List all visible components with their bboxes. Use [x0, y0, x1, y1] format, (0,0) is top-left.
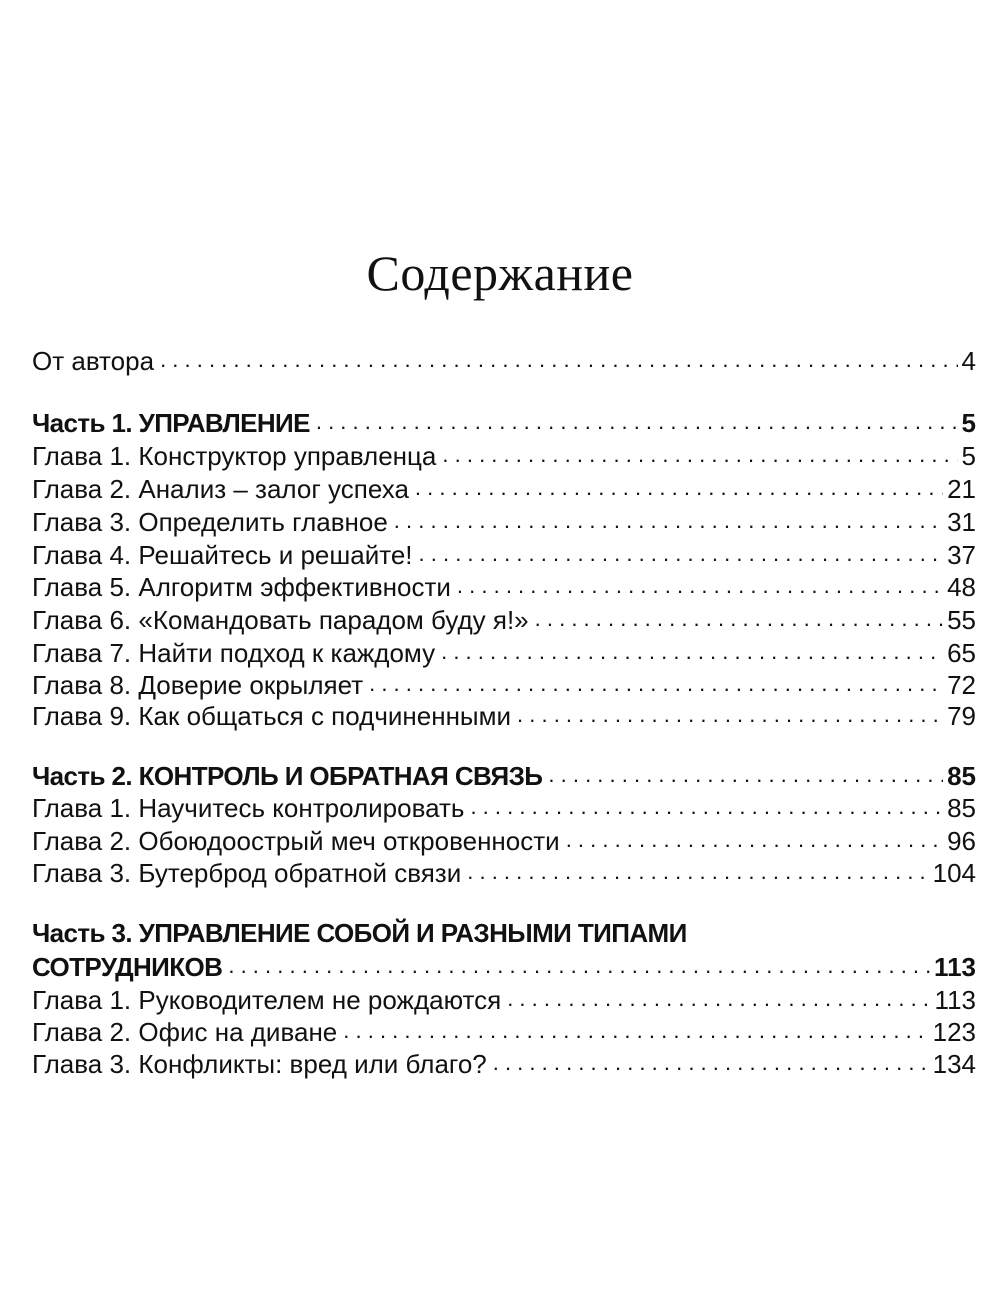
toc-entry-page: 72 — [947, 670, 976, 700]
leader-dots — [493, 1050, 929, 1076]
toc-entry-label: Глава 2. Обоюдоострый меч откровенности — [32, 826, 560, 856]
toc-entry-page: 5 — [961, 441, 976, 471]
toc-entry-part-1 — [32, 406, 976, 438]
toc-entry-part-1-chapter-6 — [32, 603, 976, 635]
toc-entry-part-2-chapter-2 — [32, 824, 976, 856]
toc-entry-part-3-chapter-3 — [32, 1047, 976, 1079]
leader-dots — [369, 671, 943, 697]
leader-dots — [535, 606, 943, 632]
toc-entry-part-1-chapter-2 — [32, 472, 976, 504]
leader-dots — [548, 762, 943, 788]
toc-entry-label: Часть 1. УПРАВЛЕНИЕ — [32, 408, 310, 438]
leader-dots — [419, 541, 944, 567]
toc-entry-page: 65 — [947, 638, 976, 668]
toc-entry-label: Глава 1. Конструктор управленца — [32, 441, 437, 471]
toc-entry-part-2 — [32, 759, 976, 791]
leader-dots — [566, 827, 943, 853]
toc-entry-label: Глава 3. Конфликты: вред или благо? — [32, 1049, 487, 1079]
toc-entry-part-3 — [32, 950, 976, 982]
toc-entry-part-1-chapter-4 — [32, 538, 976, 570]
toc-entry-part-3-chapter-2 — [32, 1015, 976, 1047]
leader-dots — [441, 639, 943, 665]
toc-entry-label: Глава 5. Алгоритм эффективности — [32, 572, 451, 602]
toc-entry-page: 79 — [947, 701, 976, 731]
toc-entry-page: 104 — [932, 858, 976, 888]
leader-dots — [160, 347, 957, 373]
toc-entry-part-3-chapter-1 — [32, 983, 976, 1015]
toc-entry-label: Глава 3. Бутерброд обратной связи — [32, 858, 462, 888]
toc-entry-page: 37 — [947, 540, 976, 570]
toc-entry-page: 55 — [947, 605, 976, 635]
toc-entry-page: 48 — [947, 572, 976, 602]
toc-entry-part-1-chapter-8 — [32, 668, 976, 700]
leader-dots — [394, 508, 943, 534]
leader-dots — [316, 409, 958, 435]
leader-dots — [457, 573, 943, 599]
toc-entry-page: 134 — [932, 1049, 976, 1079]
leader-dots — [470, 794, 943, 820]
toc-entry-label: Часть 2. КОНТРОЛЬ И ОБРАТНАЯ СВЯЗЬ — [32, 761, 543, 791]
toc-entry-part-1-chapter-1 — [32, 439, 976, 471]
toc-entry-page: 85 — [947, 793, 976, 823]
leader-dots — [467, 859, 928, 885]
leader-dots — [442, 442, 957, 468]
toc-entry-label: Глава 2. Анализ – залог успеха — [32, 474, 409, 504]
toc-entry-part-1-chapter-7 — [32, 636, 976, 668]
toc-entry-page: 96 — [947, 826, 976, 856]
toc-entry-page: 4 — [961, 346, 976, 376]
toc-entry-label: Глава 7. Найти подход к каждому — [32, 638, 436, 668]
toc-entry-page: 85 — [947, 761, 976, 791]
toc-entry-page: 31 — [947, 507, 976, 537]
toc-entry-label: СОТРУДНИКОВ — [32, 952, 223, 982]
leader-dots — [228, 953, 930, 979]
leader-dots — [507, 986, 930, 1012]
toc-entry-part-2-chapter-3 — [32, 856, 976, 888]
leader-dots — [343, 1018, 928, 1044]
leader-dots — [415, 475, 943, 501]
toc-entry-page: 5 — [961, 408, 976, 438]
toc-entry-label: Глава 9. Как общаться с подчиненными — [32, 701, 512, 731]
toc-entry-page: 113 — [934, 985, 976, 1015]
toc-entry-label: Глава 3. Определить главное — [32, 507, 388, 537]
toc-entry-part-2-chapter-1 — [32, 791, 976, 823]
toc-entry-foreword — [32, 344, 976, 376]
toc-entry-page: 21 — [947, 474, 976, 504]
toc-entry-label: Глава 1. Научитесь контролировать — [32, 793, 465, 823]
part-3-heading-line-1: Часть 3. УПРАВЛЕНИЕ СОБОЙ И РАЗНЫМИ ТИПАМИ — [32, 918, 687, 948]
toc-entry-label: От автора — [32, 346, 155, 376]
toc-entry-page: 123 — [932, 1017, 976, 1047]
toc-entry-label: Глава 1. Руководителем не рождаются — [32, 985, 502, 1015]
toc-entry-part-1-chapter-5 — [32, 570, 976, 602]
toc-entry-label: Глава 4. Решайтесь и решайте! — [32, 540, 413, 570]
toc-entry-part-1-chapter-9 — [32, 699, 976, 731]
toc-entry-label: Глава 8. Доверие окрыляет — [32, 670, 364, 700]
page-title: Содержание — [366, 245, 634, 301]
toc-entry-page: 113 — [934, 952, 976, 982]
toc-entry-label: Глава 6. «Командовать парадом буду я!» — [32, 605, 529, 635]
leader-dots — [517, 702, 943, 728]
toc-entry-part-1-chapter-3 — [32, 505, 976, 537]
toc-entry-label: Глава 2. Офис на диване — [32, 1017, 338, 1047]
